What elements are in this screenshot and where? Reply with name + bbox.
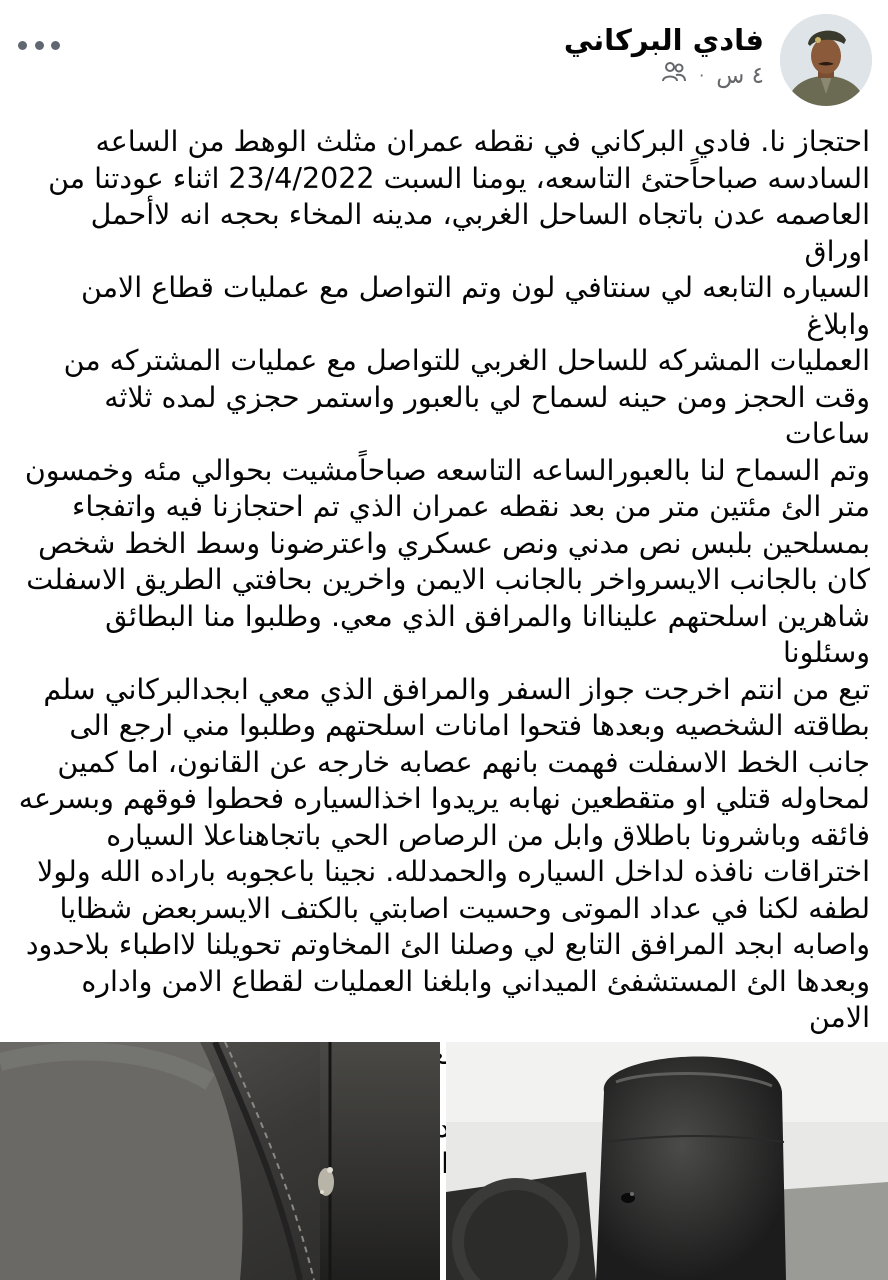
post-meta	[661, 60, 764, 92]
avatar[interactable]	[780, 14, 872, 106]
photo-grid	[0, 1042, 888, 1280]
post-header	[0, 0, 888, 118]
post-text: احتجاز نا. فادي البركاني في نقطه عمران مثلث الوهط من الساعه السادسه صباحاًحتئ التاسعه، يومنا السبت 23/4/2022 اثناء عودتنا من العاصمه عدن باتجاه الساحل الغربي، مدينه المخاء بحجه انه لاأحمل اوراق السياره التابعه لي سنتافي لون وتم التواصل مع عمليات قطاع الامن وابلاغ العمليات المشركه للساحل الغربي للتواصل مع عمليات المشتركه من وقت الحجز ومن حينه لسماح لي بالعبور واستمر حجزي لمده ثلاثه ساعات وتم السماح لنا بالعبورالساعه التاسعه صباحاًمشيت بحوالي مئه وخمسون متر الئ مئتين متر من بعد نقطه عمران الذي تم احتجازنا فيه واتفجاء بمسلحين بلبس نص مدني ونص عسكري واعترضونا وسط الخط شخص كان بالجانب الايسرواخر بالجانب الايمن واخرين بحافتي الطريق الاسفلت شاهرين اسلحتهم عليناانا والمرافق الذي معي. وطلبوا منا البطائق وسئلونا تبع من انتم اخرجت جواز السفر والمرافق الذي معي ابجدالبركاني سلم بطاقته الشخصيه وبعدها فتحوا امانات اسلحتهم وطلبوا مني ارجع الى جانب الخط الاسفلت فهمت بانهم عصابه خارجه عن القانون، اما كمين لمحاوله قتلي او متقطعين نهابه يريدوا اخذالسياره فحطوا فوقهم وبسرعه فائقه وباشرونا باطلاق وابل من الرصاص الحي باتجاهناعلا السياره اختراقات نافذه لداخل السياره والحمدلله. نجينا باعجوبه باراده الله ولولا لطفه لكنا في عداد الموتى وحسيت اصابتي بالكتف الايسربعض شظايا واصابه ابجد المرافق التابع لي وصلنا الئ المخاوتم تحويلنا لااطباء بلاحدود وبعدها الئ المستشفئ الميداني وابلغنا العمليات لقطاع الامن واداره الامن	[18, 125, 870, 1034]
photo-headrest-bullet-hole[interactable]	[446, 1042, 888, 1280]
meta-separator: ·	[699, 66, 705, 85]
post-time[interactable]: ٤ س	[716, 63, 764, 89]
photo-seat-damage[interactable]	[0, 1042, 440, 1280]
more-options-icon[interactable]	[18, 30, 60, 60]
author-name[interactable]: فادي البركاني	[563, 23, 764, 57]
avatar-photo	[780, 14, 872, 106]
friends-icon	[661, 60, 687, 92]
